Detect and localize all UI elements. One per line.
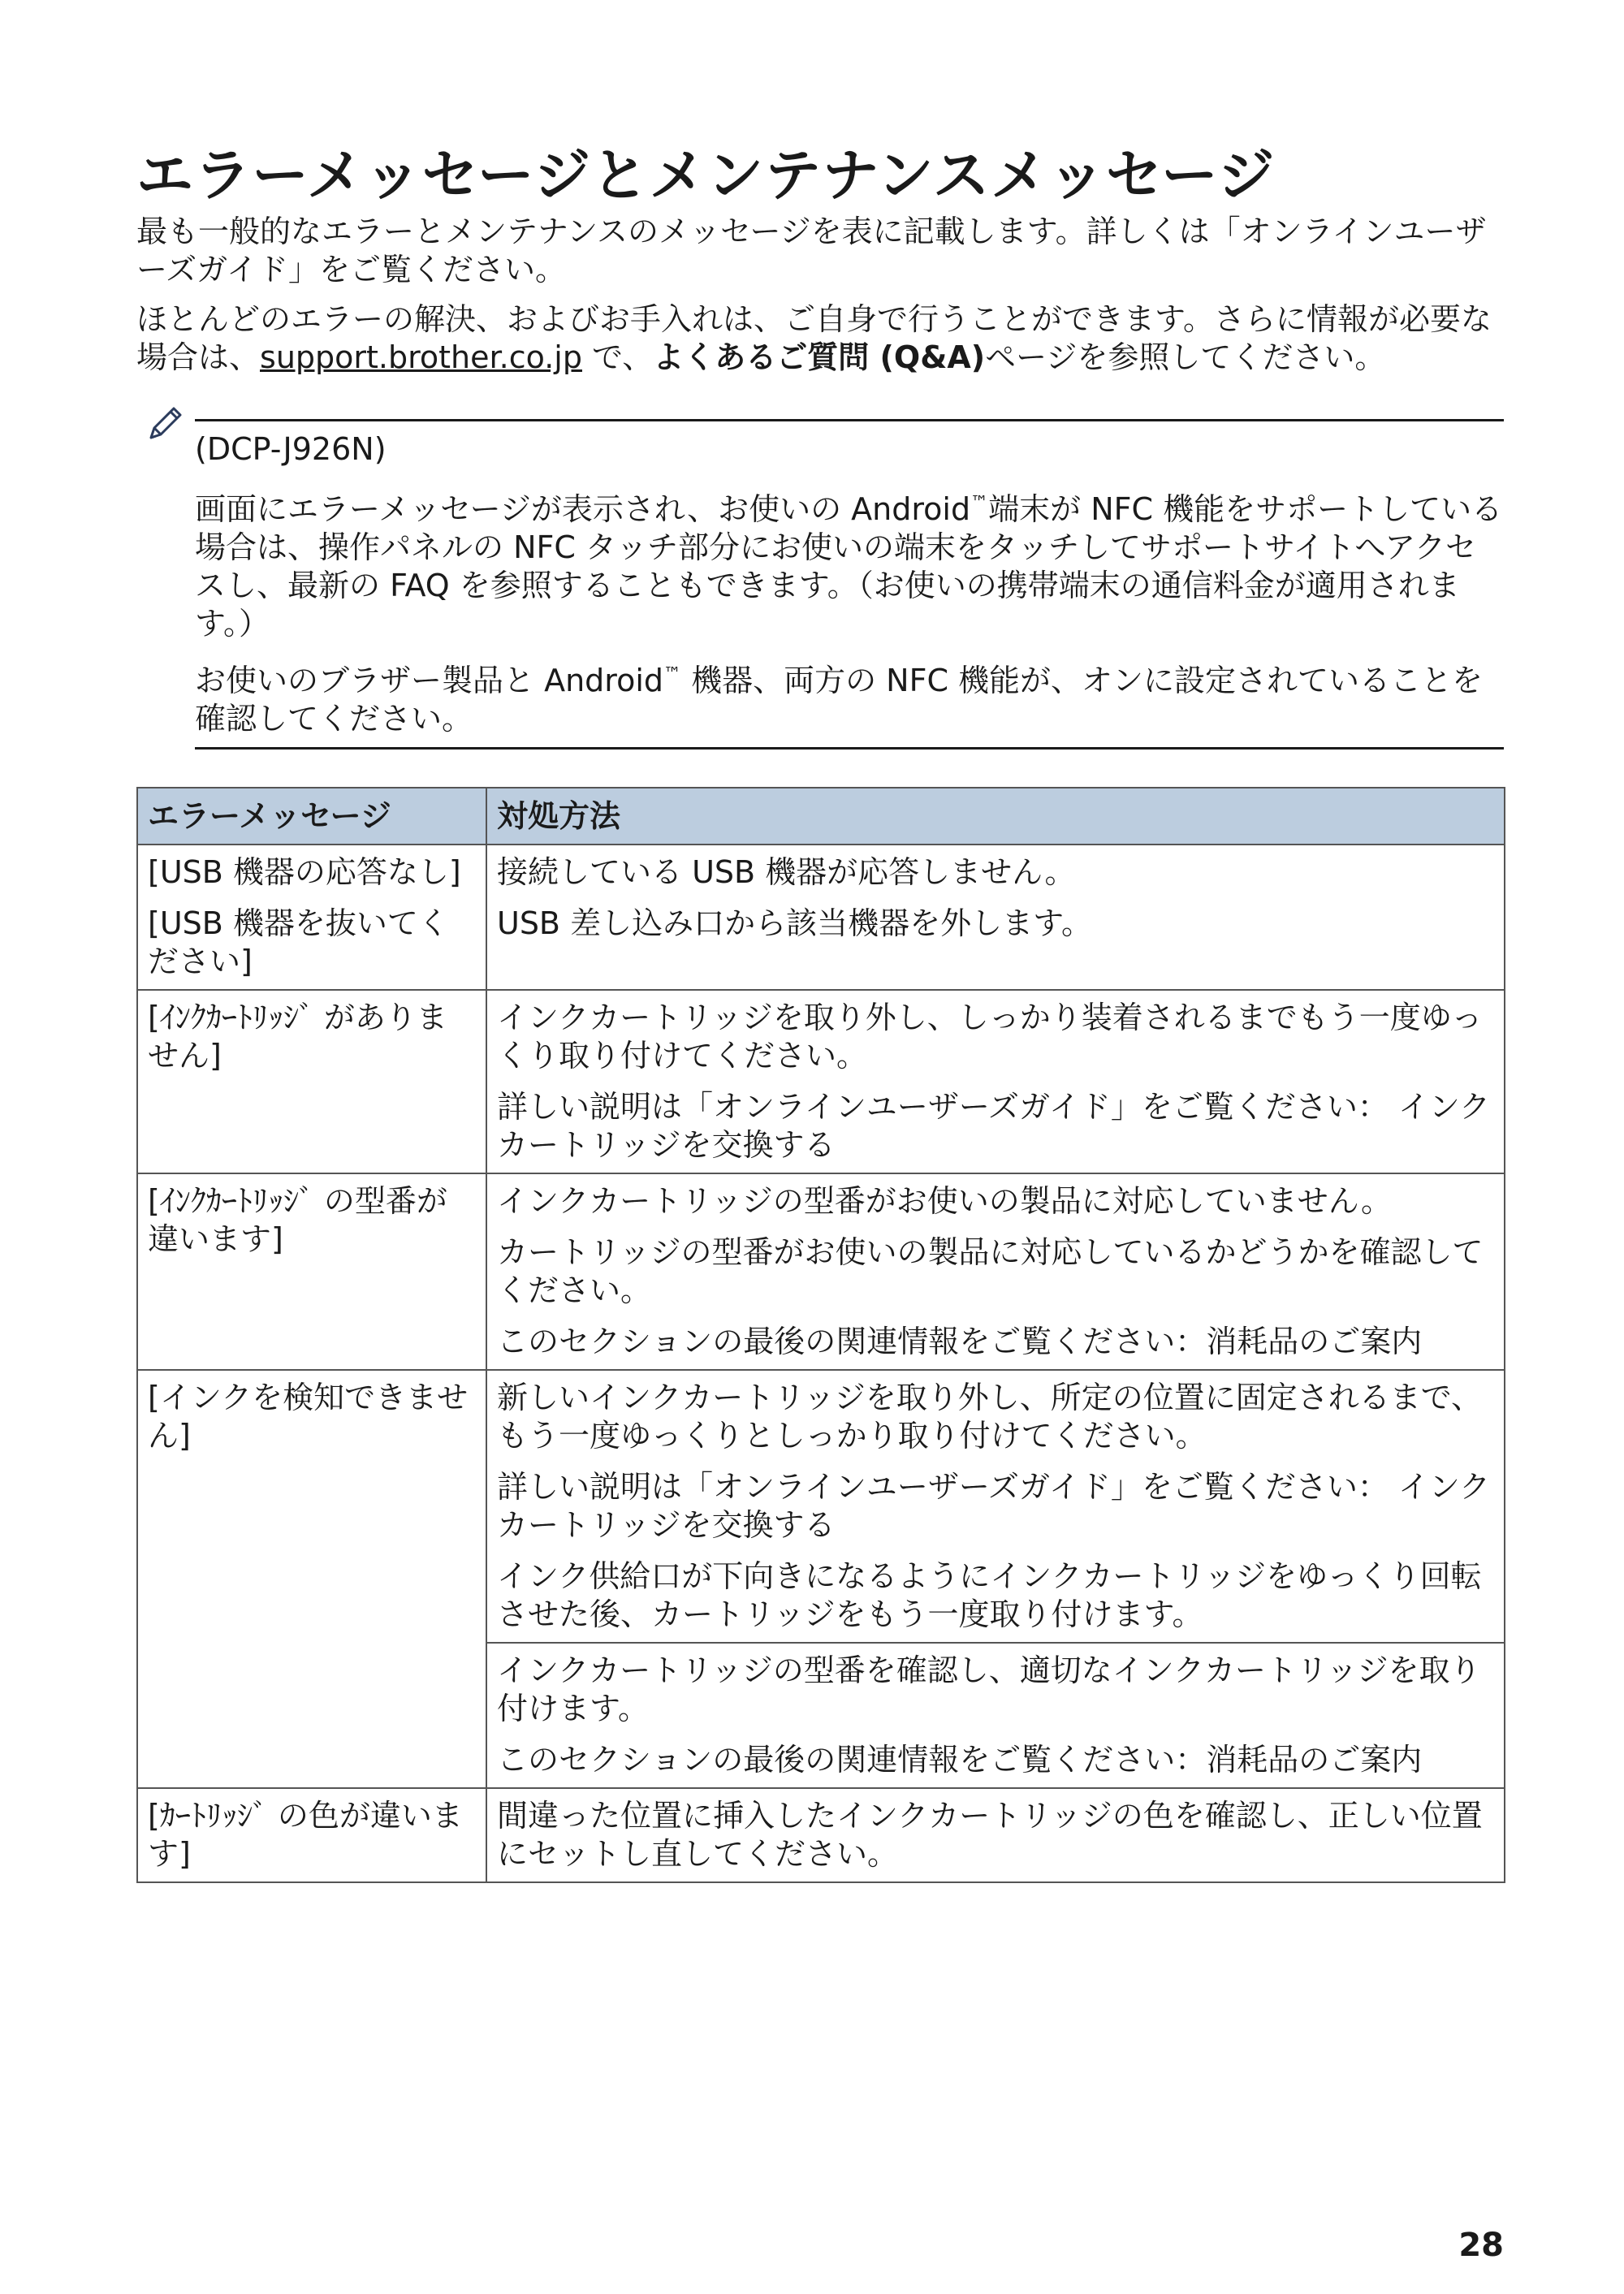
note-text: 画面にエラーメッセージが表示され、お使いの Android	[195, 491, 971, 527]
faq-label: よくあるご質問 (Q&A)	[653, 339, 986, 375]
intro-text: ページを参照してください。	[985, 339, 1386, 375]
solution-text: このセクションの最後の関連情報をご覧ください：消耗品のご案内	[497, 1742, 1423, 1778]
error-message: [ｲﾝｸｶｰﾄﾘｯｼﾞ がありません]	[148, 1000, 447, 1074]
table-header-row	[137, 788, 1505, 845]
page-title: エラーメッセージとメンテナンスメッセージ	[136, 142, 1276, 209]
column-header-solution: 対処方法	[486, 788, 1505, 845]
solution-cell	[486, 1370, 1505, 1643]
error-message: [インクを検知できません]	[148, 1380, 469, 1454]
note-bottom-rule	[195, 747, 1504, 750]
solution-text: カートリッジの型番がお使いの製品に対応しているかどうかを確認してください。	[497, 1234, 1484, 1308]
solution-text: このセクションの最後の関連情報をご覧ください：消耗品のご案内	[497, 1324, 1423, 1359]
note-paragraph-2	[195, 662, 1504, 738]
solution-text: インクカートリッジの型番を確認し、適切なインクカートリッジを取り付けます。	[497, 1652, 1481, 1726]
solution-text: 新しいインクカートリッジを取り外し、所定の位置に固定されるまで、もう一度ゆっくりとしっかり取り付けてください。	[497, 1380, 1482, 1454]
error-message-table	[136, 787, 1505, 1883]
solution-text: インクカートリッジの型番がお使いの製品に対応していません。	[497, 1183, 1393, 1219]
trademark-symbol: ™	[970, 493, 989, 513]
note-text: お使いのブラザー製品と Android	[195, 663, 663, 698]
solution-cell	[486, 845, 1505, 990]
trademark-symbol: ™	[663, 664, 681, 685]
table-row	[137, 1370, 1505, 1643]
support-site-link[interactable]: support.brother.co.jp	[260, 339, 582, 375]
intro-text: で、	[581, 339, 654, 375]
intro-text: ほとんどのエラーの解決、およびお手入れは、ご自身で行うことができます。さらに情報が必要な場合は、	[136, 301, 1492, 375]
solution-text: インク供給口が下向きになるようにインクカートリッジをゆっくり回転させた後、カートリッジをもう一度取り付けます。	[497, 1558, 1482, 1632]
solution-cell	[486, 1788, 1505, 1882]
error-message-cell	[137, 1788, 486, 1882]
pencil-icon	[145, 402, 187, 444]
column-header-error-message: エラーメッセージ	[137, 788, 486, 845]
note-model: (DCP-J926N)	[195, 431, 387, 467]
error-message: [ｲﾝｸｶｰﾄﾘｯｼﾞ の型番が違います]	[148, 1183, 447, 1257]
error-message: [USB 機器を抜いてください]	[148, 905, 449, 979]
note-paragraph-1	[195, 490, 1504, 643]
solution-cell	[486, 990, 1505, 1173]
table-row	[137, 845, 1505, 990]
solution-cell	[486, 1643, 1505, 1788]
error-message-cell	[137, 1370, 486, 1788]
note-text: 端末が NFC 機能をサポートしている場合は、操作パネルの NFC タッチ部分にお使いの端末をタッチしてサポートサイトへアクセスし、最新の FAQ を参照することもできます。（お使いの携帯端末の通信料金が適用されます。）	[195, 491, 1503, 642]
table-row	[137, 1173, 1505, 1370]
solution-text: USB 差し込み口から該当機器を外します。	[497, 905, 1093, 941]
solution-text: 詳しい説明は「オンラインユーザーズガイド」をご覧ください： インクカートリッジを交換する	[497, 1089, 1491, 1163]
page-number: 28	[1458, 2227, 1504, 2264]
solution-text: インクカートリッジを取り外し、しっかり装着されるまでもう一度ゆっくり取り付けてください。	[497, 1000, 1483, 1074]
note-top-rule	[195, 419, 1504, 421]
solution-text: 詳しい説明は「オンラインユーザーズガイド」をご覧ください： インクカートリッジを交換する	[497, 1469, 1491, 1543]
intro-paragraph-1: 最も一般的なエラーとメンテナンスのメッセージを表に記載します。詳しくは「オンラインユーザーズガイド」をご覧ください。	[136, 214, 1487, 287]
note-text: 機器、両方の NFC 機能が、オンに設定されていることを確認してください。	[195, 663, 1484, 737]
error-message-cell	[137, 845, 486, 990]
solution-text: 接続している USB 機器が応答しません。	[497, 854, 1076, 890]
solution-text: 間違った位置に挿入したインクカートリッジの色を確認し、正しい位置にセットし直してください。	[497, 1798, 1483, 1872]
error-message: [ｶｰﾄﾘｯｼﾞ の色が違います]	[148, 1798, 463, 1872]
table-row	[137, 1788, 1505, 1882]
solution-cell	[486, 1173, 1505, 1370]
intro-paragraph-2	[136, 300, 1509, 377]
error-message-cell	[137, 990, 486, 1173]
error-message-cell	[137, 1173, 486, 1370]
error-message: [USB 機器の応答なし]	[148, 854, 461, 890]
table-row	[137, 990, 1505, 1173]
